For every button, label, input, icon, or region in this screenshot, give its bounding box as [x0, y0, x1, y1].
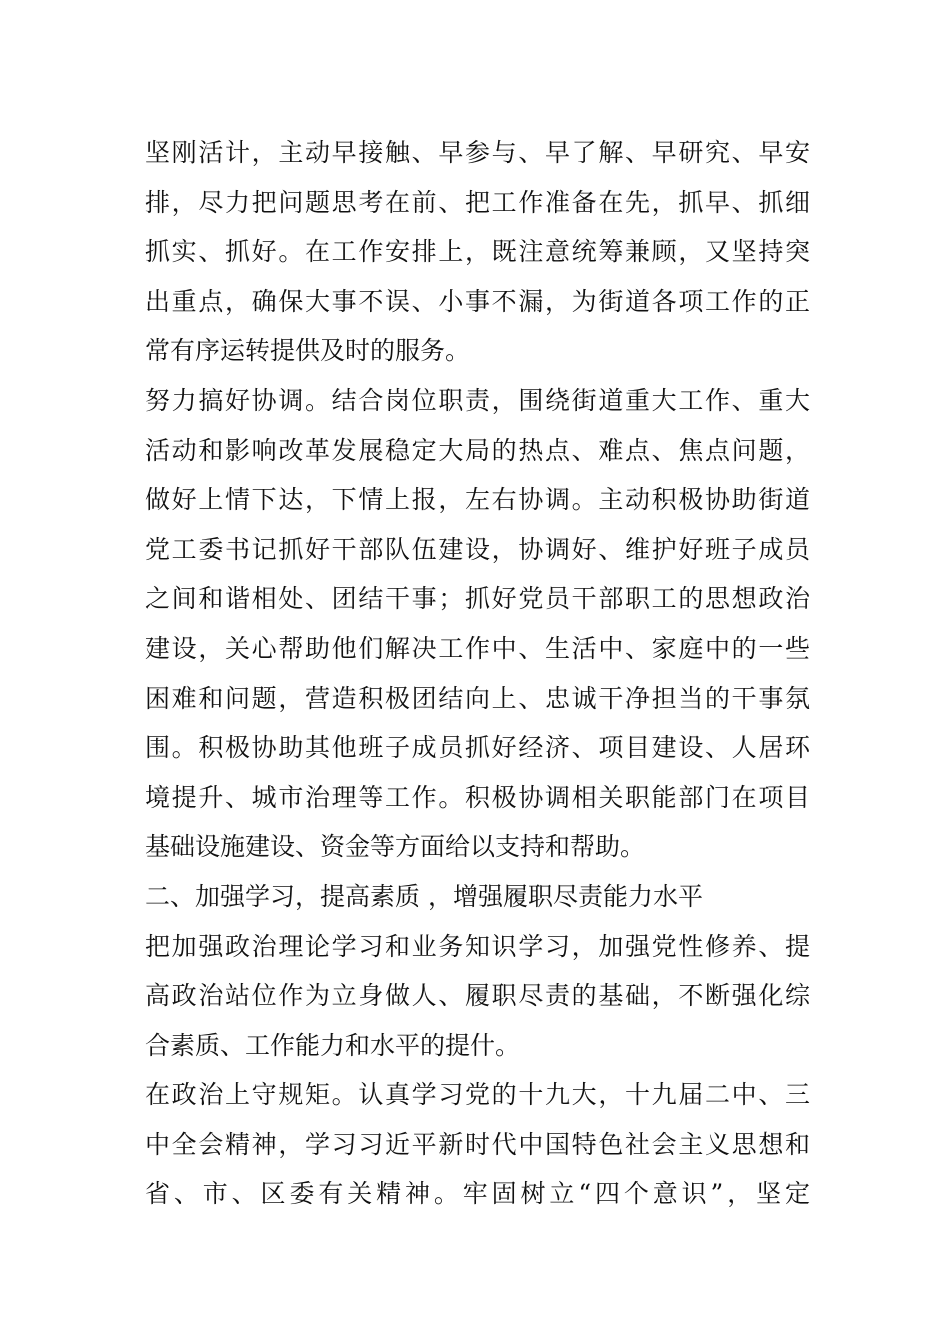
text-line: 之间和谐相处、团结干事；抓好党员干部职工的思想政治 — [145, 584, 810, 614]
document-body — [145, 128, 810, 1219]
text-line: 党工委书记抓好干部队伍建设，协调好、维护好班子成员 — [145, 534, 810, 564]
text-line: 常有序运转提供及时的服务。 — [145, 336, 471, 366]
text-line: 省、市、区委有关精神。牢固树立“四个意识”，坚定 — [145, 1179, 810, 1209]
text-line: 努力搞好协调。结合岗位职责，围绕街道重大工作、重大 — [145, 385, 810, 415]
text-line: 把加强政治理论学习和业务知识学习，加强党性修养、提 — [145, 931, 810, 961]
section-heading: 二、加强学习，提高素质 ，增强履职尽责能力水平 — [145, 881, 703, 911]
text-line: 做好上情下达，下情上报，左右协调。主动积极协助街道 — [145, 485, 810, 515]
text-line: 坚刚活计，主动早接触、早参与、早了解、早研究、早安 — [145, 138, 810, 167]
text-line: 围。积极协助其他班子成员抓好经济、项目建设、人居环 — [145, 733, 810, 763]
text-line: 在政治上守规矩。认真学习党的十九大，十九届二中、三 — [145, 1080, 810, 1110]
text-line: 困难和问题，营造积极团结向上、忠诚干净担当的干事氛 — [145, 683, 810, 713]
text-line: 活动和影响改革发展稳定大局的热点、难点、焦点问题， — [145, 435, 810, 465]
text-line: 境提升、城市治理等工作。积极协调相关职能部门在项目 — [145, 782, 810, 812]
text-line: 高政治站位作为立身做人、履职尽责的基础，不断强化综 — [145, 981, 810, 1011]
text-line: 中全会精神，学习习近平新时代中国特色社会主义思想和 — [145, 1129, 810, 1159]
text-line: 基础设施建设、资金等方面给以支持和帮助。 — [145, 832, 646, 862]
text-line: 出重点，确保大事不误、小事不漏，为街道各项工作的正 — [145, 286, 810, 316]
text-line: 排，尽力把问题思考在前、把工作准备在先，抓早、抓细 — [145, 187, 810, 217]
text-line: 建设，关心帮助他们解决工作中、生活中、家庭中的一些 — [145, 633, 810, 663]
text-line: 合素质、工作能力和水平的提什。 — [145, 1030, 521, 1060]
text-line: 抓实、抓好。在工作安排上，既注意统筹兼顾，又坚持突 — [145, 237, 810, 267]
